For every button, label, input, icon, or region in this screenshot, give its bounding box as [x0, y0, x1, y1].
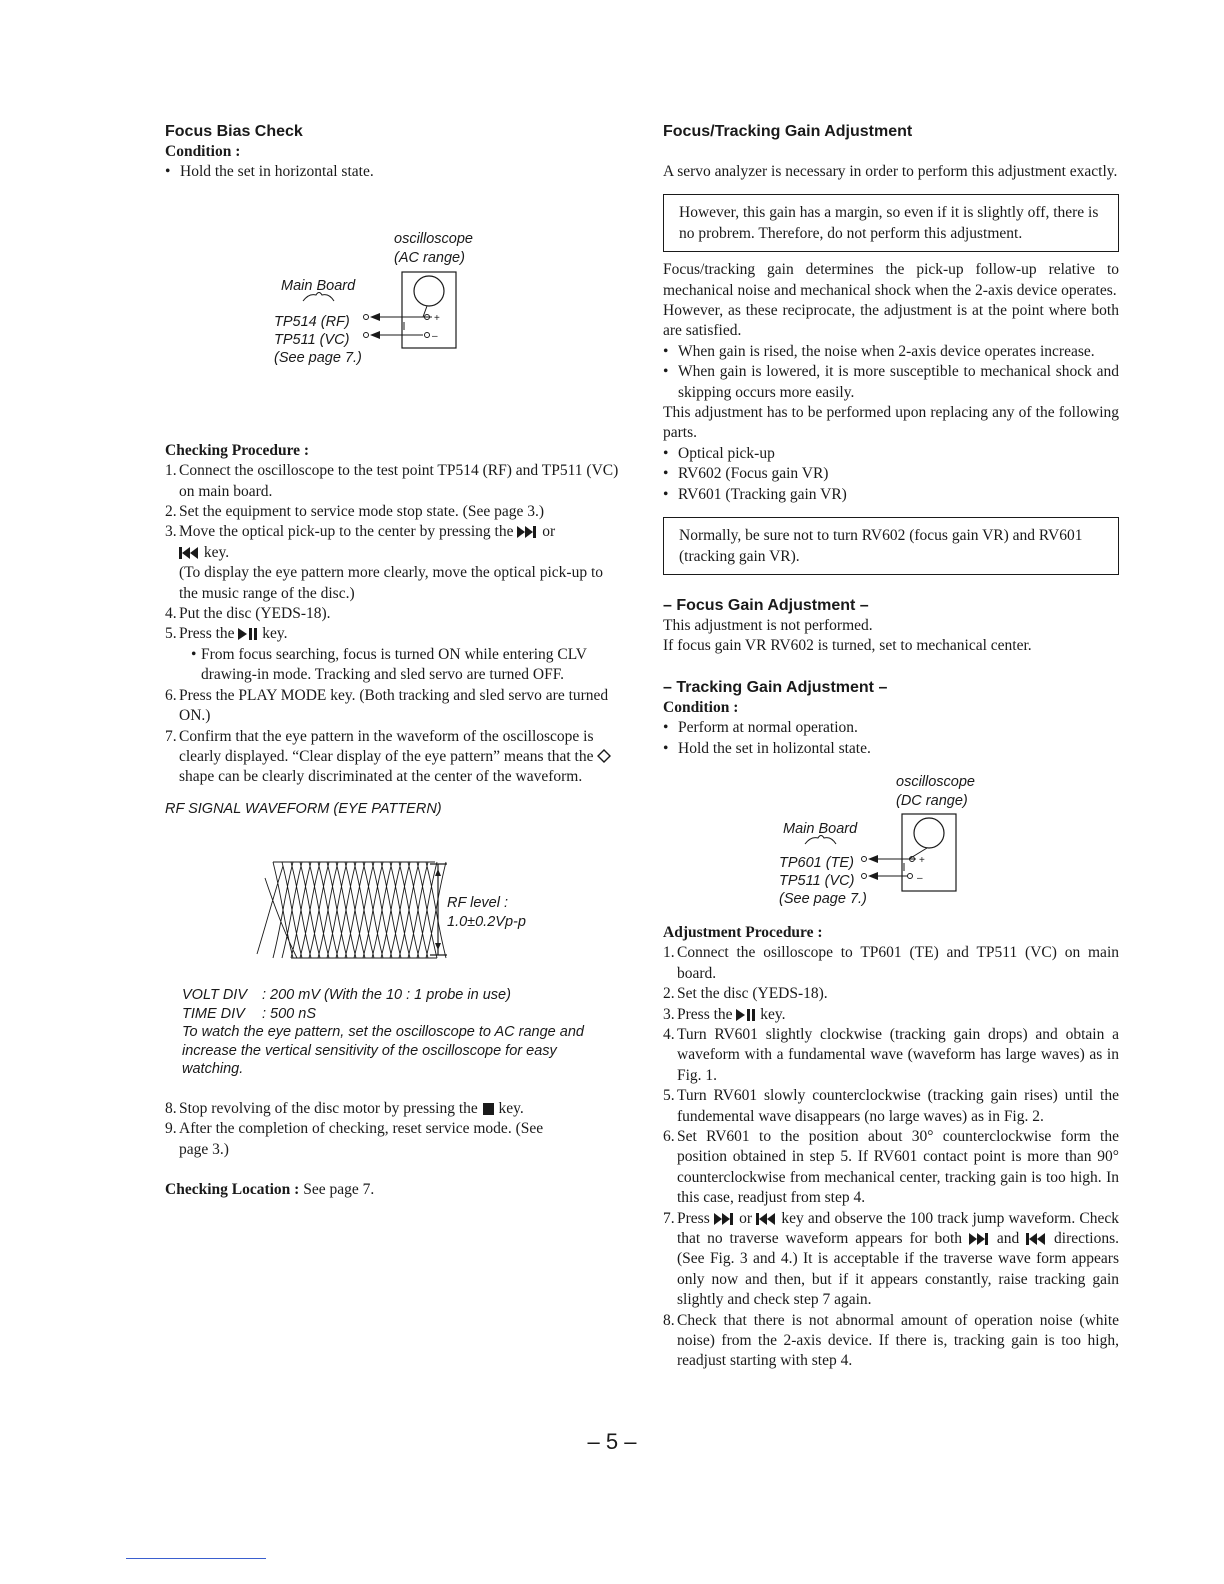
diagram-range-label: (DC range)	[896, 792, 968, 809]
step-4: 4. Put the disc (YEDS-18).	[165, 605, 331, 623]
replacement-text: This adjustment has to be performed upon replacing any of the following parts.	[663, 404, 1119, 442]
part-item: • Optical pick-up	[663, 444, 775, 462]
step-8: 8. Stop revolving of the disc motor by pressing the key.	[165, 1099, 524, 1117]
diagram-range-label: (AC range)	[394, 249, 465, 266]
step-5: 5. Press the key.	[165, 625, 288, 643]
connection-drawing	[165, 183, 623, 441]
scope-settings: VOLT DIV : 200 mV (With the 10 : 1 probe in use) TIME DIV : 500 nS To watch the eye pattern, set the oscilloscope to AC range and increase the vertical sensitivity of the oscilloscope for easy watching.	[182, 987, 584, 1078]
diagram-see-label: (See page 7.)	[779, 890, 867, 907]
margin-note-box: However, this gain has a margin, so even if it is slightly off, there is no probrem. Therefore, do not perform this adjustment.	[663, 194, 1119, 252]
play-pause-icon	[238, 628, 258, 640]
tracking-gain-title: – Tracking Gain Adjustment –	[663, 678, 888, 696]
tracking-condition-item: • Hold the set in holizontal state.	[663, 739, 871, 757]
adjust-step-7: 7. Press or key and observe the 100 track jump waveform. Check that no traverse waveform appears for both and directions. (See Fig. 3 and 4.) It is acceptable if the traverse wave form appears only now and then, but if it appears constantly, raise tracking gain slightly and check step 7 again.	[663, 1209, 1120, 1309]
diagram-board-label: Main Board	[281, 277, 356, 294]
gain-bullet: • When gain is lowered, it is more susceptible to mechanical shock and skipping occurs more easily.	[663, 363, 1119, 401]
diagram-tp1-label: TP601 (TE)	[779, 854, 854, 871]
oscilloscope-diagram-dc	[663, 759, 1119, 923]
play-pause-icon	[736, 1009, 756, 1021]
next-track-icon	[517, 526, 538, 538]
stop-icon	[482, 1103, 495, 1115]
left-column	[165, 121, 623, 1200]
page-number: – 5 –	[587, 1429, 637, 1454]
eye-pattern-lines	[257, 862, 446, 958]
focus-gain-line: If focus gain VR RV602 is turned, set to mechanical center.	[663, 637, 1032, 655]
adjust-step-5: 5. Turn RV601 slowly counterclockwise (tracking gain rises) until the fundemental wave disappears (no large waves) as in Fig. 2.	[663, 1087, 1119, 1125]
next-track-icon	[714, 1213, 735, 1225]
part-item: • RV601 (Tracking gain VR)	[663, 485, 847, 503]
adjust-step-1: 1. Connect the osilloscope to TP601 (TE) and TP511 (VC) on main board.	[663, 944, 1119, 982]
eye-pattern-waveform	[165, 818, 623, 986]
step-5-sub: • From focus searching, focus is turned ON while entering CLV drawing-in mode. Tracking and sled servo are turned OFF.	[191, 645, 587, 684]
caution-box: Normally, be sure not to turn RV602 (focus gain VR) and RV601 (tracking gain VR).	[663, 517, 1119, 575]
oscilloscope-diagram-ac	[165, 183, 623, 441]
rf-level-label: RF level :	[447, 895, 508, 912]
oscilloscope-box	[902, 814, 956, 891]
diagram-tp2-label: TP511 (VC)	[274, 331, 350, 348]
adjustment-procedure-title: Adjustment Procedure :	[663, 923, 823, 941]
tracking-condition-item: • Perform at normal operation.	[663, 719, 858, 737]
next-track-icon	[969, 1233, 990, 1245]
reciprocate-text: However, as these reciprocate, the adjustment is at the point where both are satisfied.	[663, 302, 1119, 340]
right-column	[663, 121, 1119, 1372]
plus-sign: +	[919, 854, 925, 866]
diamond-icon	[597, 749, 611, 763]
gain-adjustment-title: Focus/Tracking Gain Adjustment	[663, 123, 913, 140]
plus-sign: +	[434, 312, 440, 324]
minus-sign: –	[917, 872, 923, 884]
adjust-step-3: 3. Press the key.	[663, 1005, 786, 1023]
diagram-instrument-label: oscilloscope	[896, 773, 975, 790]
adjust-step-6: 6. Set RV601 to the position about 30° counterclockwise form the position obtained in step 5. If RV601 contact point is more than 90° counterclockwise from mechanical center, tracking gain is too high. In this case, readjust from step 4.	[663, 1128, 1119, 1207]
step-9: 9. After the completion of checking, reset service mode. (See page 3.)	[165, 1120, 544, 1158]
prev-track-icon	[756, 1213, 777, 1225]
adjust-step-8: 8. Check that there is not abnormal amount of operation noise (white noise) from the 2-axis device. If there is, tracking gain is too high, readjust starting with step 4.	[663, 1311, 1119, 1370]
step-6: 6. Press the PLAY MODE key. (Both tracking and sled servo are turned ON.)	[165, 686, 609, 725]
step-1: 1. Connect the oscilloscope to the test point TP514 (RF) and TP511 (VC) on main board.	[165, 462, 619, 500]
condition-item: • Hold the set in horizontal state.	[165, 163, 374, 181]
diagram-instrument-label: oscilloscope	[394, 230, 473, 247]
focus-gain-title: – Focus Gain Adjustment –	[663, 596, 869, 614]
diagram-tp1-label: TP514 (RF)	[274, 313, 350, 330]
focus-bias-title: Focus Bias Check	[165, 123, 303, 140]
focus-gain-line: This adjustment is not performed.	[663, 616, 873, 634]
prev-track-icon	[1026, 1233, 1047, 1245]
intro-text: A servo analyzer is necessary in order to perform this adjustment exactly.	[663, 163, 1118, 180]
step-2: 2. Set the equipment to service mode stop state. (See page 3.)	[165, 503, 545, 521]
condition-label: Condition :	[165, 143, 241, 160]
adjust-step-4: 4. Turn RV601 slightly clockwise (tracking gain drops) and obtain a waveform with a fundamental wave (waveform has large waves) as in Fig. 1.	[663, 1025, 1119, 1084]
tracking-condition-label: Condition :	[663, 698, 739, 716]
eye-pattern-figure	[165, 818, 623, 986]
prev-track-icon	[179, 547, 200, 559]
minus-sign: –	[432, 330, 438, 342]
footer-line	[126, 1558, 266, 1559]
diagram-board-label: Main Board	[783, 820, 858, 837]
gain-description: Focus/tracking gain determines the pick-up follow-up relative to mechanical noise and mechanical shock when the 2-axis device operates.	[663, 261, 1119, 299]
step-3: 3. Move the optical pick-up to the center by pressing the or key. (To display the eye pattern more clearly, move the optical pick-up to the music range of the disc.)	[165, 523, 604, 602]
part-item: • RV602 (Focus gain VR)	[663, 465, 829, 483]
adjust-step-2: 2. Set the disc (YEDS-18).	[663, 985, 828, 1003]
step-7: 7. Confirm that the eye pattern in the waveform of the oscilloscope is clearly displayed. “Clear display of the eye pattern” means that the shape can be clearly discriminated at the center of the waveform.	[165, 727, 623, 788]
checking-procedure-title: Checking Procedure :	[165, 441, 310, 459]
checking-location: Checking Location : See page 7.	[165, 1180, 375, 1198]
diagram-see-label: (See page 7.)	[274, 349, 362, 366]
gain-bullet: • When gain is rised, the noise when 2-axis device operates increase.	[663, 342, 1095, 360]
diagram-tp2-label: TP511 (VC)	[779, 872, 855, 889]
rf-level-value: 1.0±0.2Vp-p	[447, 914, 526, 931]
waveform-caption: RF SIGNAL WAVEFORM (EYE PATTERN)	[165, 800, 442, 817]
connection-drawing	[663, 759, 1119, 923]
